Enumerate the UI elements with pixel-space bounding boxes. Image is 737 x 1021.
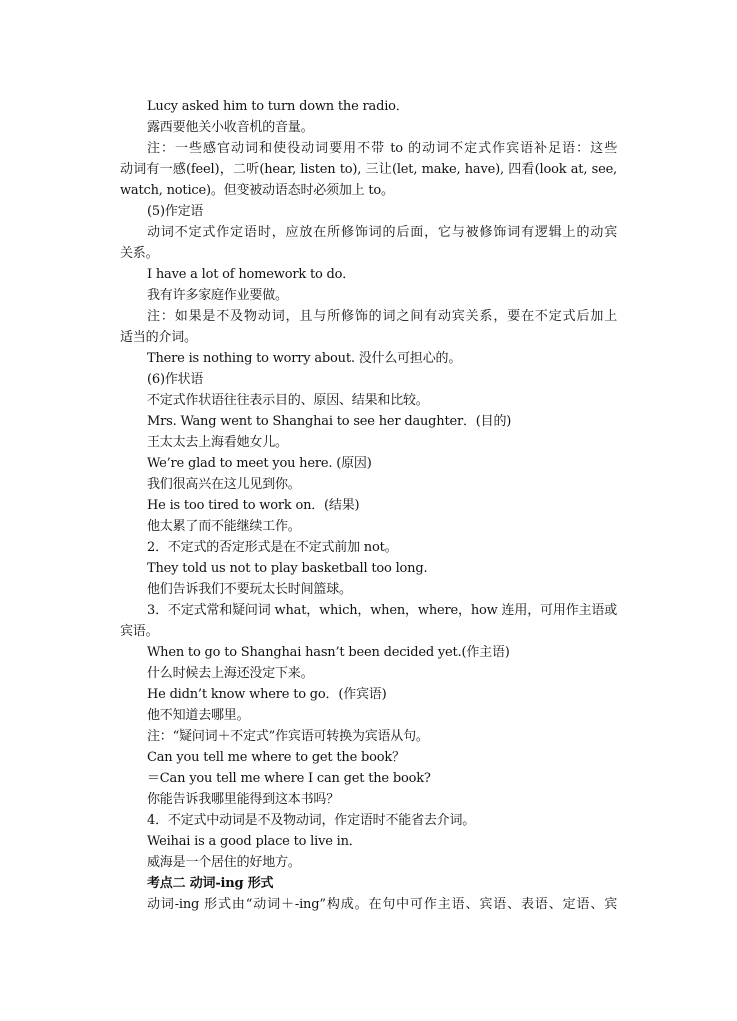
text-line: They told us not to play basketball too long.	[147, 561, 428, 576]
text-line: (5)作定语	[147, 204, 204, 219]
text-line: 关系。	[120, 246, 159, 261]
text-line: 宾语。	[120, 624, 159, 639]
text-line: 他们告诉我们不要玩太长时间篮球。	[147, 582, 352, 597]
text-line: 注：如果是不及物动词，且与所修饰的词之间有动宾关系，要在不定式后加上	[147, 309, 617, 324]
text-line: 动词-ing 形式由“动词＋-ing”构成。在句中可作主语、宾语、表语、定语、宾	[147, 897, 617, 912]
text-line: 威海是一个居住的好地方。	[147, 855, 301, 870]
text-line: I have a lot of homework to do．	[147, 267, 356, 282]
text-line: When to go to Shanghai hasn’t been decided yet.(作主语)	[147, 645, 510, 660]
text-line: 我有许多家庭作业要做。	[147, 288, 288, 303]
text-line: He didn’t know where to go．(作宾语)	[147, 687, 387, 702]
text-line: 什么时候去上海还没定下来。	[147, 666, 314, 681]
text-line: 动词有一感(feel)，二听(hear, listen to), 三让(let, make, have), 四看(look at, see,	[120, 162, 617, 177]
text-line: There is nothing to worry about. 没什么可担心的。	[147, 351, 462, 366]
text-line: Mrs. Wang went to Shanghai to see her daughter．(目的)	[147, 414, 512, 429]
section-heading: 考点二 动词-ing 形式	[147, 876, 274, 891]
text-line: Can you tell me where to get the book？	[147, 750, 405, 765]
text-line: 他太累了而不能继续工作。	[147, 519, 301, 534]
text-line: 3．不定式常和疑问词 what，which，when，where，how 连用，可用作主语或	[147, 603, 617, 618]
text-line: 注：“疑问词＋不定式”作宾语可转换为宾语从句。	[147, 729, 429, 744]
text-line: 适当的介词。	[120, 330, 197, 345]
text-line: ＝Can you tell me where I can get the book?	[147, 771, 431, 786]
text-line: Lucy asked him to turn down the radio．	[147, 99, 409, 114]
text-line: Weihai is a good place to live in．	[147, 834, 362, 849]
text-line: 我们很高兴在这儿见到你。	[147, 477, 301, 492]
text-line: 2．不定式的否定形式是在不定式前加 not。	[147, 540, 398, 555]
text-line: 4．不定式中动词是不及物动词，作定语时不能省去介词。	[147, 813, 476, 828]
text-line: 动词不定式作定语时，应放在所修饰词的后面，它与被修饰词有逻辑上的动宾	[147, 225, 617, 240]
text-line: 你能告诉我哪里能得到这本书吗？	[147, 792, 340, 807]
text-line: We’re glad to meet you here. (原因)	[147, 456, 372, 471]
text-line: (6)作状语	[147, 372, 204, 387]
document-page	[120, 96, 617, 915]
text-line: watch, notice)。但变被动语态时必须加上 to。	[120, 183, 394, 198]
text-line: 露西要他关小收音机的音量。	[147, 120, 314, 135]
text-line: 不定式作状语往往表示目的、原因、结果和比较。	[147, 393, 429, 408]
text-line: 他不知道去哪里。	[147, 708, 250, 723]
text-line: 王太太去上海看她女儿。	[147, 435, 288, 450]
text-line: He is too tired to work on．(结果)	[147, 498, 360, 513]
text-line: 注：一些感官动词和使役动词要用不带 to 的动词不定式作宾语补足语：这些	[147, 141, 617, 156]
